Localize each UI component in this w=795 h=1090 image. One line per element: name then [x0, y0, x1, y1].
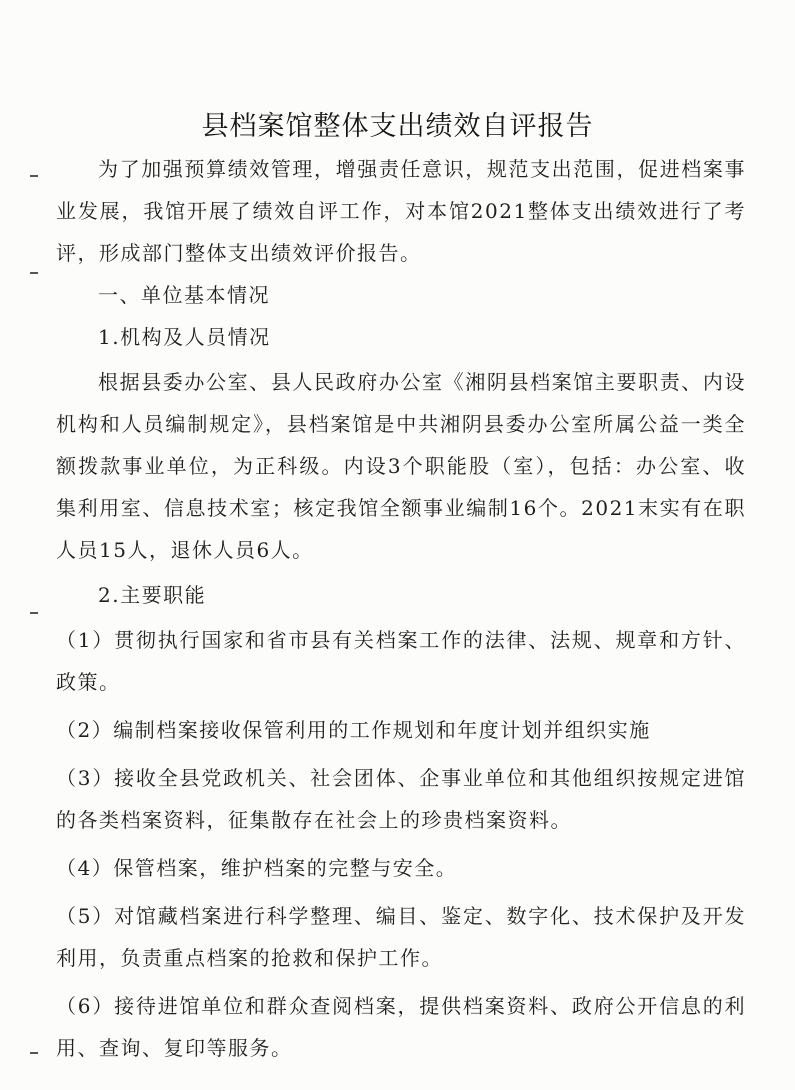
section-heading: 一、单位基本情况: [98, 283, 270, 307]
margin-mark: [30, 272, 38, 274]
duty-item: （5）对馆藏档案进行科学整理、编目、鉴定、数字化、技术保护及开发利用，负责重点档案的抢救和保护工作。: [56, 904, 746, 970]
duty-item: （6）接待进馆单位和群众查阅档案，提供档案资料、政府公开信息的利用、查询、复印等服务。: [56, 994, 746, 1060]
staffing-paragraph: 根据县委办公室、县人民政府办公室《湘阴县档案馆主要职责、内设机构和人员编制规定》，县档案馆是中共湘阴县委办公室所属公益一类全额拨款事业单位，为正科级。内设3个职能股（室），包括：办公室、收集利用室、信息技术室；核定我馆全额事业编制16个。2021末实有在职人员15人，退休人员6人。: [56, 370, 746, 562]
duty-item: （2）编制档案接收保管利用的工作规划和年度计划并组织实施: [56, 718, 651, 742]
margin-mark: [30, 1052, 38, 1054]
intro-paragraph: 为了加强预算绩效管理，增强责任意识，规范支出范围，促进档案事业发展，我馆开展了绩效自评工作，对本馆2021整体支出绩效进行了考评，形成部门整体支出绩效评价报告。: [56, 157, 746, 265]
subsection-heading: 2.主要职能: [98, 583, 207, 607]
subsection-heading: 1.机构及人员情况: [98, 325, 271, 349]
report-body: [56, 148, 746, 1069]
duty-item: （3）接收全县党政机关、社会团体、企事业单位和其他组织按规定进馆的各类档案资料，征集散存在社会上的珍贵档案资料。: [56, 766, 746, 832]
margin-mark: [30, 612, 38, 614]
margin-mark: [30, 175, 38, 177]
duty-item: （4）保管档案，维护档案的完整与安全。: [56, 856, 458, 880]
report-title: 县档案馆整体支出绩效自评报告: [201, 111, 594, 142]
duty-item: （1）贯彻执行国家和省市县有关档案工作的法律、法规、规章和方针、政策。: [56, 628, 746, 694]
